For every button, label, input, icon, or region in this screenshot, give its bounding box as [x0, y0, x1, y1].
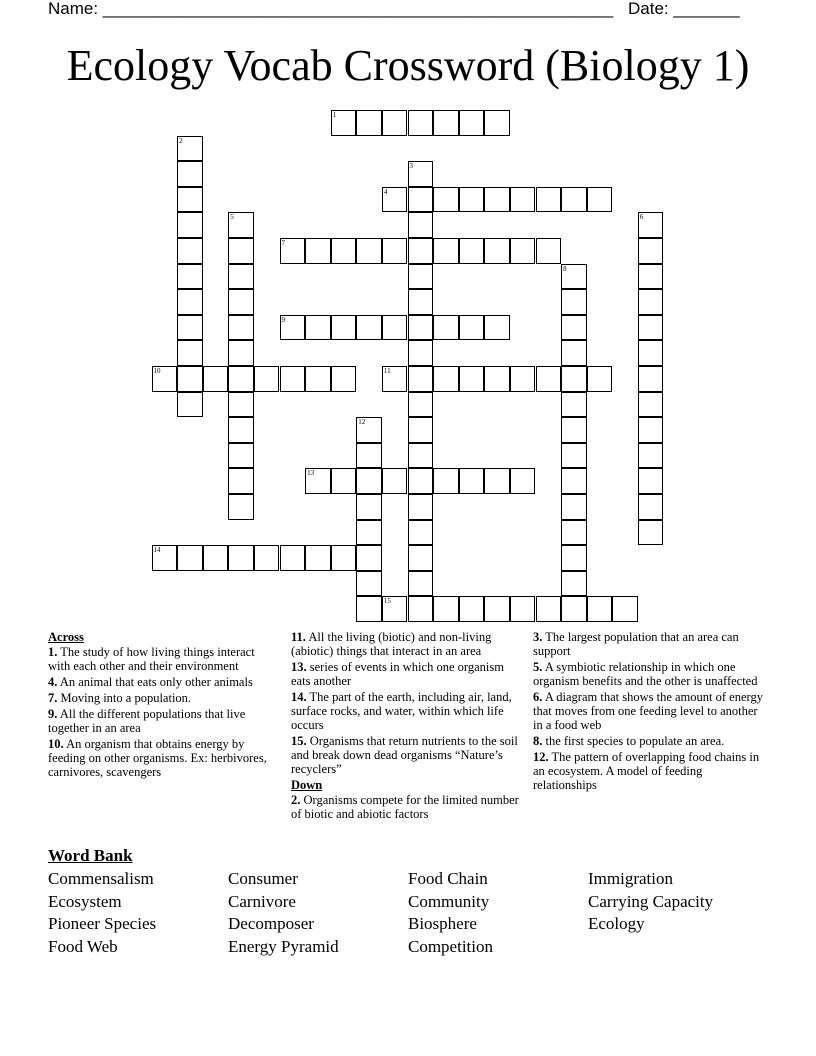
- crossword-cell[interactable]: [408, 264, 434, 290]
- crossword-cell[interactable]: [459, 187, 485, 213]
- word-bank-item: Biosphere: [408, 914, 477, 934]
- cell-number: 6: [639, 213, 644, 222]
- word-bank-item: Community: [408, 891, 490, 911]
- crossword-cell[interactable]: [382, 315, 408, 341]
- crossword-cell[interactable]: [177, 545, 203, 571]
- crossword-cell[interactable]: [305, 366, 331, 392]
- word-bank-item: Energy Pyramid: [228, 937, 339, 957]
- cell-number: 7: [281, 239, 285, 247]
- crossword-cell[interactable]: [356, 315, 382, 341]
- clue-number: 11.: [291, 630, 306, 644]
- crossword-cell[interactable]: [638, 340, 664, 366]
- crossword-cell[interactable]: [228, 417, 254, 443]
- word-bank-item: Food Chain: [408, 869, 488, 888]
- clue-item: [533, 660, 769, 688]
- clue-text: The study of how living things interact with each other and their environment: [48, 645, 255, 673]
- cell-number: 15: [383, 597, 391, 606]
- crossword-cell[interactable]: [561, 520, 587, 546]
- word-bank-column-3: [408, 868, 588, 959]
- word-bank-item: Food Web: [48, 937, 118, 957]
- crossword-cell[interactable]: [331, 545, 357, 571]
- crossword-cell[interactable]: [433, 468, 459, 494]
- crossword-cell[interactable]: [356, 443, 382, 469]
- crossword-cell[interactable]: [561, 571, 587, 597]
- clue-item: [533, 734, 769, 748]
- clue-number: 14.: [291, 690, 307, 704]
- crossword-cell[interactable]: [408, 392, 434, 418]
- crossword-cell[interactable]: [280, 545, 306, 571]
- crossword-cell[interactable]: [484, 238, 510, 264]
- crossword-cell[interactable]: [408, 161, 434, 187]
- cell-number: 12: [358, 418, 366, 427]
- crossword-cell[interactable]: [536, 238, 562, 264]
- clue-number: 2.: [291, 793, 301, 807]
- page-title: Ecology Vocab Crossword (Biology 1): [66, 41, 750, 90]
- cell-number: 13: [307, 469, 315, 478]
- crossword-cell[interactable]: [305, 468, 331, 494]
- clue-item: [291, 793, 519, 821]
- clues-column-2: [291, 630, 519, 823]
- crossword-cell[interactable]: [638, 443, 664, 469]
- clue-text: Organisms that return nutrients to the soil and break down dead organisms “Nature’s recyclers”: [291, 734, 518, 776]
- crossword-cell[interactable]: [177, 212, 203, 238]
- crossword-cell[interactable]: [177, 392, 203, 418]
- down-heading: Down: [291, 778, 323, 792]
- crossword-cell[interactable]: [459, 596, 485, 622]
- cell-number: 9: [281, 315, 285, 324]
- crossword-cell[interactable]: [638, 468, 664, 494]
- crossword-cell[interactable]: [638, 264, 664, 290]
- crossword-cell[interactable]: [408, 366, 434, 392]
- crossword-cell[interactable]: [305, 238, 331, 264]
- crossword-cell[interactable]: [408, 289, 434, 315]
- crossword-cell[interactable]: [510, 238, 536, 264]
- word-bank-column-2: [228, 868, 408, 959]
- crossword-cell[interactable]: [356, 520, 382, 546]
- name-field-line[interactable]: Name: ______________________________________________________: [48, 0, 614, 18]
- crossword-cell[interactable]: [382, 596, 408, 622]
- crossword-cell[interactable]: [408, 417, 434, 443]
- crossword-cell[interactable]: [433, 187, 459, 213]
- crossword-cell[interactable]: [177, 161, 203, 187]
- crossword-cell[interactable]: [203, 366, 229, 392]
- crossword-cell[interactable]: [254, 545, 280, 571]
- clue-number: 9.: [48, 707, 58, 721]
- crossword-cell[interactable]: [228, 392, 254, 418]
- crossword-cell[interactable]: [331, 468, 357, 494]
- clue-text: All the different populations that live together in an area: [48, 707, 246, 735]
- clue-item: [291, 630, 519, 658]
- crossword-cell[interactable]: [356, 571, 382, 597]
- crossword-cell[interactable]: [459, 238, 485, 264]
- crossword-cell[interactable]: [484, 468, 510, 494]
- crossword-cell[interactable]: [561, 545, 587, 571]
- crossword-cell[interactable]: [561, 315, 587, 341]
- word-bank-item: Pioneer Species: [48, 914, 157, 934]
- clue-number: 3.: [533, 630, 543, 644]
- crossword-cell[interactable]: [177, 340, 203, 366]
- crossword-cell[interactable]: [356, 238, 382, 264]
- cell-number: 8: [563, 264, 567, 273]
- clue-text: Moving into a population.: [60, 691, 192, 705]
- crossword-cell[interactable]: [408, 571, 434, 597]
- crossword-cell[interactable]: [561, 443, 587, 469]
- crossword-cell[interactable]: [561, 340, 587, 366]
- crossword-cell[interactable]: [280, 315, 306, 341]
- word-bank-item: Decomposer: [228, 914, 314, 934]
- crossword-cell[interactable]: [510, 366, 536, 392]
- clue-text: The part of the earth, including air, land, surface rocks, and water, within which life occurs: [291, 690, 512, 732]
- word-bank-item: Ecosystem: [48, 891, 122, 911]
- crossword-cell[interactable]: [638, 520, 664, 546]
- crossword-cell[interactable]: [356, 417, 382, 443]
- crossword-cell[interactable]: [433, 238, 459, 264]
- crossword-cell[interactable]: [408, 187, 434, 213]
- crossword-cell[interactable]: [638, 392, 664, 418]
- clue-number: 4.: [48, 675, 58, 689]
- clue-number: 6.: [533, 690, 543, 704]
- crossword-cell[interactable]: [638, 238, 664, 264]
- clue-number: 1.: [48, 645, 58, 659]
- crossword-cell[interactable]: [561, 264, 587, 290]
- crossword-cell[interactable]: [177, 238, 203, 264]
- crossword-cell[interactable]: [408, 315, 434, 341]
- crossword-cell[interactable]: [356, 110, 382, 136]
- crossword-cell[interactable]: [587, 187, 613, 213]
- crossword-cell[interactable]: [587, 596, 613, 622]
- cell-number: 11: [383, 367, 391, 375]
- clue-text: series of events in which one organism eats another: [291, 660, 504, 688]
- crossword-cell[interactable]: [561, 494, 587, 520]
- clue-item: [533, 750, 769, 792]
- crossword-cell[interactable]: [433, 110, 459, 136]
- crossword-cell[interactable]: [152, 366, 178, 392]
- crossword-cell[interactable]: [561, 468, 587, 494]
- crossword-cell[interactable]: [177, 136, 203, 162]
- clue-text: the first species to populate an area.: [545, 734, 725, 748]
- crossword-cell[interactable]: [587, 366, 613, 392]
- date-field-line[interactable]: Date: _______: [628, 0, 740, 18]
- crossword-cell[interactable]: [203, 545, 229, 571]
- word-bank-item: Ecology: [588, 914, 645, 934]
- word-bank-item: Immigration: [588, 869, 673, 888]
- crossword-cell[interactable]: [459, 366, 485, 392]
- crossword-cell[interactable]: [408, 238, 434, 264]
- crossword-cell[interactable]: [408, 443, 434, 469]
- crossword-cell[interactable]: [356, 596, 382, 622]
- crossword-cell[interactable]: [228, 212, 254, 238]
- crossword-cell[interactable]: [612, 596, 638, 622]
- clue-text: All the living (biotic) and non-living (abiotic) things that interact in an area: [291, 630, 492, 658]
- crossword-cell[interactable]: [408, 494, 434, 520]
- crossword-cell[interactable]: [177, 315, 203, 341]
- cell-number: 2: [179, 136, 183, 145]
- crossword-cell[interactable]: [459, 468, 485, 494]
- clue-number: 8.: [533, 734, 543, 748]
- word-bank-item: Carnivore: [228, 891, 296, 911]
- crossword-cell[interactable]: [484, 187, 510, 213]
- clue-text: The pattern of overlapping food chains in an ecosystem. A model of feeding relationships: [533, 750, 760, 792]
- word-bank-title: Word Bank: [48, 846, 133, 865]
- crossword-cell[interactable]: [382, 468, 408, 494]
- crossword-cell[interactable]: [382, 110, 408, 136]
- clue-text: A symbiotic relationship in which one organism benefits and the other is unaffected: [533, 660, 758, 688]
- clue-number: 10.: [48, 737, 64, 751]
- crossword-cell[interactable]: [459, 110, 485, 136]
- cell-number: 3: [409, 162, 413, 171]
- crossword-cell[interactable]: [510, 596, 536, 622]
- crossword-cell[interactable]: [561, 289, 587, 315]
- crossword-cell[interactable]: [459, 315, 485, 341]
- crossword-cell[interactable]: [382, 187, 408, 213]
- clue-number: 15.: [291, 734, 307, 748]
- cell-number: 1: [332, 111, 337, 119]
- clues-column-1: [48, 628, 278, 781]
- crossword-cell[interactable]: [484, 315, 510, 341]
- crossword-cell[interactable]: [433, 315, 459, 341]
- clue-item: [48, 645, 278, 673]
- cell-number: 14: [153, 546, 161, 555]
- crossword-cell[interactable]: [561, 187, 587, 213]
- crossword-cell[interactable]: [228, 315, 254, 341]
- clue-item: [291, 660, 519, 688]
- clue-text: An animal that eats only other animals: [59, 675, 253, 689]
- crossword-cell[interactable]: [177, 289, 203, 315]
- clue-item: [291, 734, 519, 776]
- clue-text: An organism that obtains energy by feeding on other organisms. Ex: herbivores, carnivores, scavengers: [48, 737, 267, 779]
- crossword-cell[interactable]: [408, 340, 434, 366]
- crossword-cell[interactable]: [228, 443, 254, 469]
- crossword-cell[interactable]: [484, 366, 510, 392]
- crossword-cell[interactable]: [408, 468, 434, 494]
- crossword-cell[interactable]: [177, 264, 203, 290]
- clue-item: [533, 690, 769, 732]
- crossword-cell[interactable]: [228, 264, 254, 290]
- cell-number: 10: [153, 367, 161, 375]
- crossword-cell[interactable]: [280, 366, 306, 392]
- crossword-cell[interactable]: [305, 315, 331, 341]
- clue-item: [533, 630, 769, 658]
- word-bank-item: Commensalism: [48, 869, 154, 888]
- crossword-cell[interactable]: [228, 494, 254, 520]
- clue-text: A diagram that shows the amount of energy that moves from one feeding level to another in a food web: [533, 690, 763, 732]
- crossword-cell[interactable]: [408, 110, 434, 136]
- crossword-cell[interactable]: [152, 545, 178, 571]
- crossword-cell[interactable]: [536, 187, 562, 213]
- crossword-cell[interactable]: [638, 315, 664, 341]
- cell-number: 4: [383, 187, 388, 196]
- crossword-cell[interactable]: [561, 366, 587, 392]
- crossword-cell[interactable]: [484, 110, 510, 136]
- crossword-cell[interactable]: [561, 392, 587, 418]
- crossword-cell[interactable]: [228, 366, 254, 392]
- crossword-cell[interactable]: [177, 187, 203, 213]
- crossword-cell[interactable]: [356, 468, 382, 494]
- crossword-cell[interactable]: [228, 545, 254, 571]
- crossword-cell[interactable]: [331, 315, 357, 341]
- crossword-cell[interactable]: [408, 212, 434, 238]
- word-bank-item: Consumer: [228, 869, 298, 888]
- clue-number: 7.: [48, 691, 58, 705]
- crossword-cell[interactable]: [228, 289, 254, 315]
- clue-item: [291, 690, 519, 732]
- word-bank-item: Carrying Capacity: [588, 891, 714, 911]
- crossword-cell[interactable]: [331, 238, 357, 264]
- clue-number: 13.: [291, 660, 307, 674]
- crossword-cell[interactable]: [510, 187, 536, 213]
- crossword-cell[interactable]: [638, 494, 664, 520]
- clue-number: 12.: [533, 750, 549, 764]
- crossword-cell[interactable]: [228, 238, 254, 264]
- word-bank-column-1: [48, 868, 228, 959]
- crossword-cell[interactable]: [280, 238, 306, 264]
- clue-item: [48, 737, 278, 779]
- clue-item: [48, 675, 278, 689]
- crossword-cell[interactable]: [484, 596, 510, 622]
- crossword-cell[interactable]: [408, 596, 434, 622]
- word-bank-column-4: [588, 868, 768, 936]
- crossword-cell[interactable]: [561, 596, 587, 622]
- crossword-cell[interactable]: [331, 110, 357, 136]
- clue-item: [48, 707, 278, 735]
- crossword-cell[interactable]: [638, 212, 664, 238]
- clue-text: Organisms compete for the limited number of biotic and abiotic factors: [291, 793, 519, 821]
- crossword-cell[interactable]: [331, 366, 357, 392]
- clue-text: The largest population that an area can support: [533, 630, 739, 658]
- crossword-cell[interactable]: [433, 596, 459, 622]
- crossword-cell[interactable]: [638, 366, 664, 392]
- crossword-cell[interactable]: [433, 366, 459, 392]
- crossword-cell[interactable]: [356, 494, 382, 520]
- crossword-cell[interactable]: [638, 417, 664, 443]
- crossword-cell[interactable]: [638, 289, 664, 315]
- word-bank-item: Competition: [408, 937, 493, 957]
- crossword-cell[interactable]: [408, 520, 434, 546]
- crossword-cell[interactable]: [561, 417, 587, 443]
- crossword-cell[interactable]: [177, 366, 203, 392]
- clue-item: [48, 691, 278, 705]
- clue-number: 5.: [533, 660, 543, 674]
- crossword-cell[interactable]: [382, 366, 408, 392]
- across-heading: Across: [48, 630, 84, 644]
- crossword-cell[interactable]: [228, 340, 254, 366]
- crossword-cell[interactable]: [510, 468, 536, 494]
- clues-column-3: [533, 630, 769, 794]
- crossword-cell[interactable]: [408, 545, 434, 571]
- crossword-cell[interactable]: [305, 545, 331, 571]
- cell-number: 5: [230, 213, 234, 222]
- crossword-cell[interactable]: [228, 468, 254, 494]
- crossword-cell[interactable]: [382, 238, 408, 264]
- crossword-cell[interactable]: [254, 366, 280, 392]
- crossword-cell[interactable]: [536, 596, 562, 622]
- crossword-cell[interactable]: [536, 366, 562, 392]
- crossword-cell[interactable]: [356, 545, 382, 571]
